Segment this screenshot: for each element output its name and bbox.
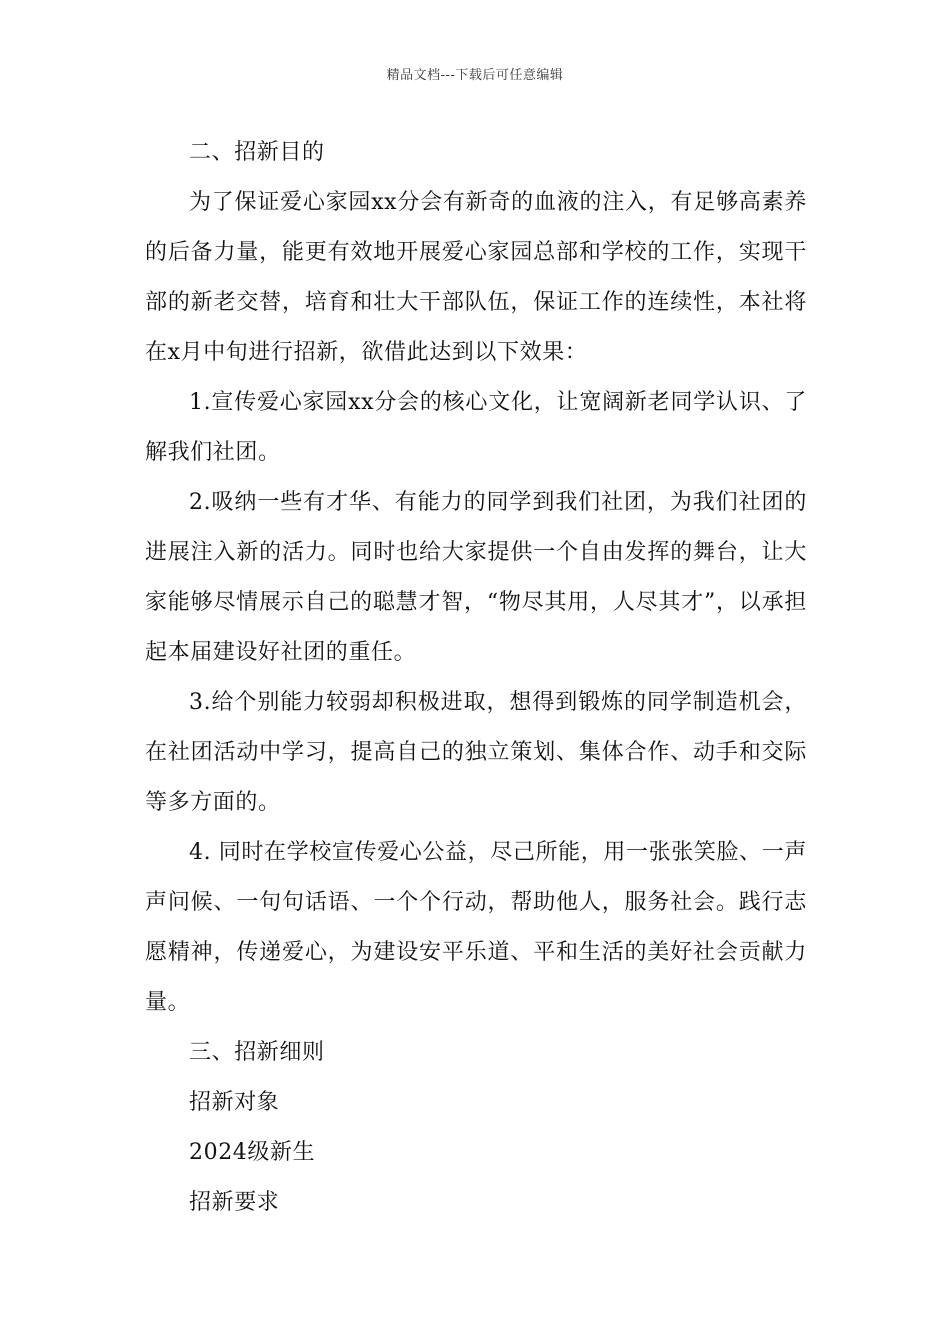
list-item-1: 1.宣传爱心家园xx分会的核心文化，让宽阔新老同学认识、了解我们社团。 xyxy=(145,390,807,465)
section-heading-rules: 三、招新细则 xyxy=(189,1040,325,1065)
document-body xyxy=(145,128,807,1228)
subheading-requirements: 招新要求 xyxy=(189,1190,280,1215)
section-heading-purpose: 二、招新目的 xyxy=(189,140,325,165)
list-item-4: 4. 同时在学校宣传爱心公益，尽己所能，用一张张笑脸、一声声问候、一句句话语、一个个行动，帮助他人，服务社会。践行志愿精神，传递爱心，为建设安平乐道、平和生活的美好社会贡献力量。 xyxy=(145,840,807,1015)
page-header: 精品文档---下载后可任意编辑 xyxy=(386,68,564,83)
list-item-2: 2.吸纳一些有才华、有能力的同学到我们社团，为我们社团的进展注入新的活力。同时也给大家提供一个自由发挥的舞台，让大家能够尽情展示自己的聪慧才智，“物尽其用，人尽其才”，以承担起本届建设好社团的重任。 xyxy=(145,490,807,665)
subheading-target: 招新对象 xyxy=(189,1090,280,1115)
list-item-3: 3.给个别能力较弱却积极进取，想得到锻炼的同学制造机会，在社团活动中学习，提高自己的独立策划、集体合作、动手和交际等多方面的。 xyxy=(145,690,807,815)
paragraph-intro: 为了保证爱心家园xx分会有新奇的血液的注入，有足够高素养的后备力量，能更有效地开展爱心家园总部和学校的工作，实现干部的新老交替，培育和壮大干部队伍，保证工作的连续性，本社将在x月中旬进行招新，欲借此达到以下效果： xyxy=(145,190,807,365)
target-value: 2024级新生 xyxy=(189,1140,316,1165)
